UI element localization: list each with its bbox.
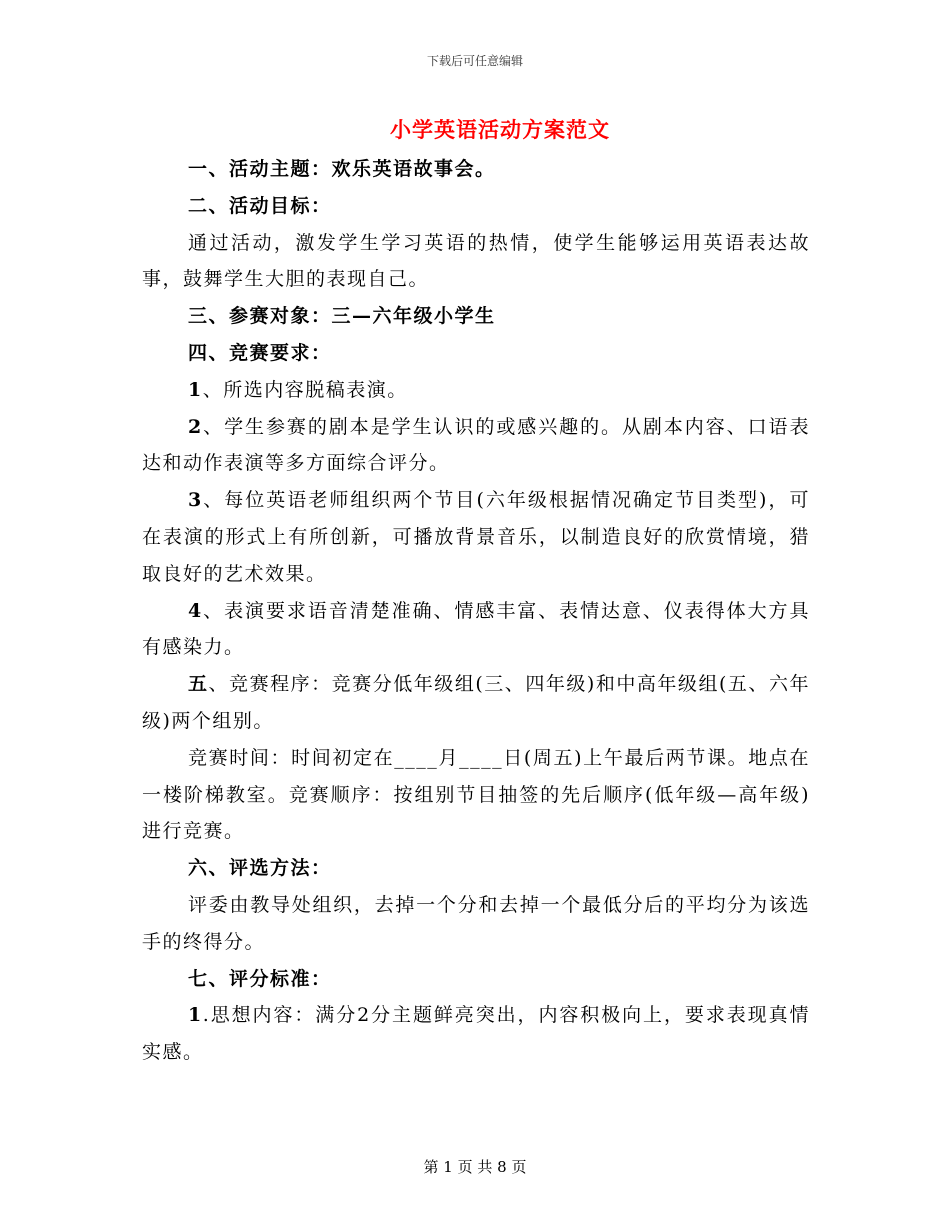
numbered-paragraph (142, 409, 810, 483)
section-heading: 二、活动目标： (188, 194, 332, 217)
numbered-paragraph (142, 482, 810, 592)
header-note: 下载后可任意编辑 (426, 54, 523, 68)
paragraph: 评委由教导处组织，去掉一个分和去掉一个最低分后的平均分为该选手的终得分。 (142, 893, 810, 953)
section-heading: 一、活动主题：欢乐英语故事会。 (188, 158, 496, 180)
item-text: 、竞赛程序：竞赛分低年级组(三、四年级)和中高年级组(五、六年级)两个组别。 (142, 673, 810, 732)
item-text: 、表演要求语音清楚准确、情感丰富、表情达意、仪表得体大方具有感染力。 (142, 599, 810, 659)
document-body (142, 151, 810, 1071)
section-heading: 三、参赛对象：三—六年级小学生 (188, 305, 496, 328)
section-heading: 七、评分标准： (188, 967, 332, 990)
numbered-paragraph (142, 372, 810, 409)
item-number: 五 (188, 673, 209, 696)
item-text: 、所选内容脱稿表演。 (202, 378, 408, 401)
item-text: .思想内容：满分2分主题鲜亮突出，内容积极向上，要求表现真情实感。 (142, 1004, 810, 1064)
document-title: 小学英语活动方案范文 (390, 117, 610, 142)
item-text: 、每位英语老师组织两个节目(六年级根据情况确定节目类型)，可在表演的形式上有所创新，可播放背景音乐，以制造良好的欣赏情境，猎取良好的艺术效果。 (142, 489, 810, 585)
item-text: 、学生参赛的剧本是学生认识的或感兴趣的。从剧本内容、口语表达和动作表演等多方面综合评分。 (142, 415, 810, 475)
section-heading: 六、评选方法： (188, 857, 332, 880)
numbered-paragraph (142, 593, 810, 667)
page-footer: 第 1 页 共 8 页 (423, 1158, 527, 1176)
section-heading: 四、竞赛要求： (188, 341, 332, 364)
item-number: 1 (188, 378, 203, 401)
item-number: 4 (188, 599, 203, 622)
paragraph: 竞赛时间：时间初定在____月____日(周五)上午最后两节课。地点在一楼阶梯教室。竞赛顺序：按组别节目抽签的先后顺序(低年级—高年级)进行竞赛。 (142, 746, 810, 843)
item-number: 3 (188, 489, 203, 512)
item-number: 1 (188, 1004, 203, 1027)
item-number: 2 (188, 415, 203, 438)
paragraph: 通过活动，激发学生学习英语的热情，使学生能够运用英语表达故事，鼓舞学生大胆的表现自己。 (142, 231, 810, 291)
numbered-paragraph (142, 997, 810, 1071)
numbered-paragraph (142, 666, 810, 740)
